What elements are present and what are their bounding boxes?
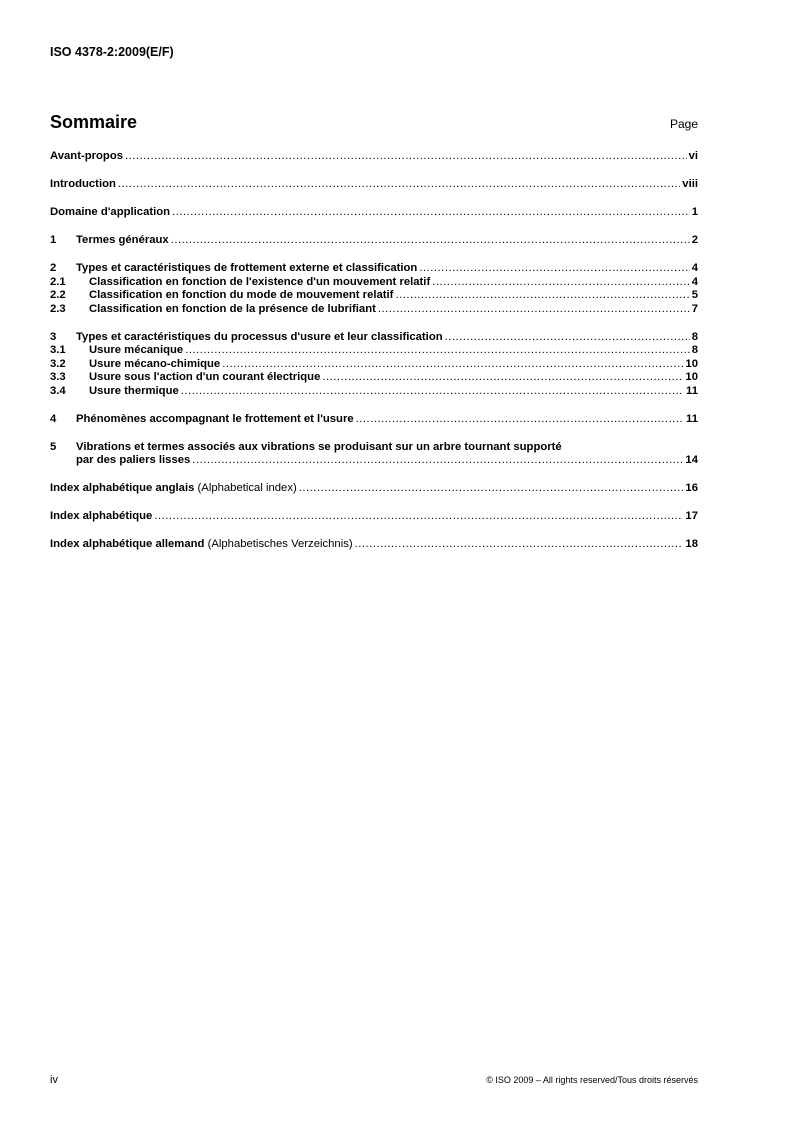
toc-entry-number: 2 bbox=[50, 262, 57, 274]
dot-leader bbox=[356, 413, 684, 427]
toc-entry-section-2-2[interactable] bbox=[50, 289, 698, 303]
toc-entry-text: Usure sous l'action d'un courant électrique bbox=[89, 371, 321, 383]
toc-entry-page: 16 bbox=[685, 482, 698, 494]
toc-entry-section-3[interactable] bbox=[50, 331, 698, 345]
toc-entry-text: Phénomènes accompagnant le frottement et l'usure bbox=[76, 412, 354, 425]
toc-entry-page: 7 bbox=[691, 302, 698, 315]
dot-leader bbox=[181, 385, 684, 399]
toc-entry-text: Introduction bbox=[50, 178, 116, 190]
toc-entry-avant-propos[interactable] bbox=[50, 150, 698, 164]
toc-entry-page: 8 bbox=[691, 344, 698, 356]
toc-entry-text: Termes généraux bbox=[76, 234, 169, 246]
toc-entry-section-3-4[interactable] bbox=[50, 385, 698, 399]
document-id: ISO 4378-2:2009(E/F) bbox=[50, 45, 174, 59]
page-number: iv bbox=[50, 1074, 58, 1086]
dot-leader bbox=[118, 178, 680, 192]
toc-entry-page: 1 bbox=[691, 206, 698, 218]
toc-entry-number: 1 bbox=[50, 234, 57, 246]
toc-entry-section-4[interactable] bbox=[50, 413, 698, 427]
dot-leader bbox=[355, 538, 684, 552]
toc-entry-number: 5 bbox=[50, 440, 57, 453]
toc-entry-page: 18 bbox=[685, 538, 698, 550]
toc-entry-section-2-3[interactable] bbox=[50, 303, 698, 317]
toc-entry-page: 8 bbox=[691, 330, 698, 343]
dot-leader bbox=[322, 371, 683, 385]
dot-leader bbox=[378, 303, 690, 317]
toc-entry-number: 2.2 bbox=[50, 289, 66, 301]
toc-entry-page: 10 bbox=[685, 357, 698, 370]
toc-entry-text bbox=[50, 538, 353, 552]
toc-entry-number: 2.1 bbox=[50, 275, 66, 288]
toc-title: Sommaire bbox=[50, 112, 138, 132]
toc-entry-text-normal: (Alphabetical index) bbox=[197, 482, 297, 494]
toc-entry-text: Types et caractéristiques de frottement externe et classification bbox=[76, 262, 418, 274]
toc-entry-page: vi bbox=[688, 150, 698, 162]
dot-leader bbox=[299, 482, 684, 496]
toc-entry-page: 10 bbox=[685, 371, 698, 383]
toc-entry-text: Domaine d'application bbox=[50, 206, 171, 218]
toc-entry-page: 4 bbox=[691, 262, 698, 274]
toc-entry-text: Classification en fonction de l'existence d'un mouvement relatif bbox=[89, 275, 431, 288]
toc-entry-number: 3.2 bbox=[50, 357, 66, 370]
toc-entry-index-anglais[interactable] bbox=[50, 482, 698, 496]
toc-entry-page: 14 bbox=[685, 454, 698, 466]
toc-entry-page: 17 bbox=[685, 510, 698, 522]
toc-entry-text: Usure mécanique bbox=[89, 344, 184, 356]
toc-entry-section-1[interactable] bbox=[50, 234, 698, 248]
toc-entry-text: Avant-propos bbox=[50, 150, 124, 162]
toc-entry-section-2-1[interactable] bbox=[50, 276, 698, 290]
dot-leader bbox=[192, 454, 683, 468]
toc-entry-domaine[interactable] bbox=[50, 206, 698, 220]
toc-entry-page: viii bbox=[682, 178, 698, 190]
toc-entry-text-continued: par des paliers lisses bbox=[76, 454, 191, 466]
toc-entry-number: 4 bbox=[50, 412, 57, 425]
toc-entry-text-bold: Index alphabétique allemand bbox=[50, 538, 205, 550]
toc-entry-text bbox=[50, 482, 297, 496]
dot-leader bbox=[432, 276, 689, 290]
toc-entry-section-3-1[interactable] bbox=[50, 344, 698, 358]
toc-entry-text: Index alphabétique bbox=[50, 510, 153, 522]
toc-entry-introduction[interactable] bbox=[50, 178, 698, 192]
toc-entry-text: Usure thermique bbox=[89, 384, 179, 397]
toc-entry-section-5[interactable] bbox=[50, 441, 698, 455]
toc-entry-number: 3 bbox=[50, 330, 57, 343]
dot-leader bbox=[154, 510, 683, 524]
toc-entry-section-5-continued[interactable] bbox=[50, 454, 698, 468]
toc-entry-number: 3.4 bbox=[50, 384, 66, 397]
toc-entry-text-bold: Index alphabétique anglais bbox=[50, 482, 195, 494]
toc-entry-section-3-2[interactable] bbox=[50, 358, 698, 372]
dot-leader bbox=[185, 344, 690, 358]
toc-entry-text: Classification en fonction de la présence de lubrifiant bbox=[89, 302, 376, 315]
toc-entry-number: 3.3 bbox=[50, 371, 66, 383]
toc-entry-text: Types et caractéristiques du processus d'usure et leur classification bbox=[76, 330, 443, 343]
toc-entry-number: 2.3 bbox=[50, 302, 66, 315]
toc-entry-page: 11 bbox=[686, 412, 698, 425]
table-of-contents bbox=[50, 150, 698, 552]
toc-entry-text: Usure mécano-chimique bbox=[89, 357, 221, 370]
toc-entry-page: 11 bbox=[686, 384, 698, 397]
dot-leader bbox=[445, 331, 690, 345]
dot-leader bbox=[395, 289, 689, 303]
toc-entry-text: Classification en fonction du mode de mouvement relatif bbox=[89, 289, 394, 301]
dot-leader bbox=[171, 234, 690, 248]
toc-entry-section-2[interactable] bbox=[50, 262, 698, 276]
toc-entry-page: 5 bbox=[691, 289, 698, 301]
toc-entry-index-alphabetique[interactable] bbox=[50, 510, 698, 524]
toc-entry-page: 2 bbox=[691, 234, 698, 246]
toc-entry-section-3-3[interactable] bbox=[50, 371, 698, 385]
toc-entry-text-normal: (Alphabetisches Verzeichnis) bbox=[207, 538, 353, 550]
toc-header bbox=[50, 112, 698, 136]
dot-leader bbox=[172, 206, 690, 220]
toc-entry-page: 4 bbox=[691, 275, 698, 288]
dot-leader bbox=[125, 150, 687, 164]
toc-entry-text: Vibrations et termes associés aux vibrations se produisant sur un arbre tournant supporté bbox=[76, 440, 562, 453]
copyright-notice: © ISO 2009 – All rights reserved/Tous droits réservés bbox=[486, 1075, 698, 1085]
toc-entry-number: 3.1 bbox=[50, 344, 66, 356]
toc-entry-index-allemand[interactable] bbox=[50, 538, 698, 552]
dot-leader bbox=[419, 262, 689, 276]
page-column-label: Page bbox=[669, 117, 698, 131]
dot-leader bbox=[222, 358, 683, 372]
